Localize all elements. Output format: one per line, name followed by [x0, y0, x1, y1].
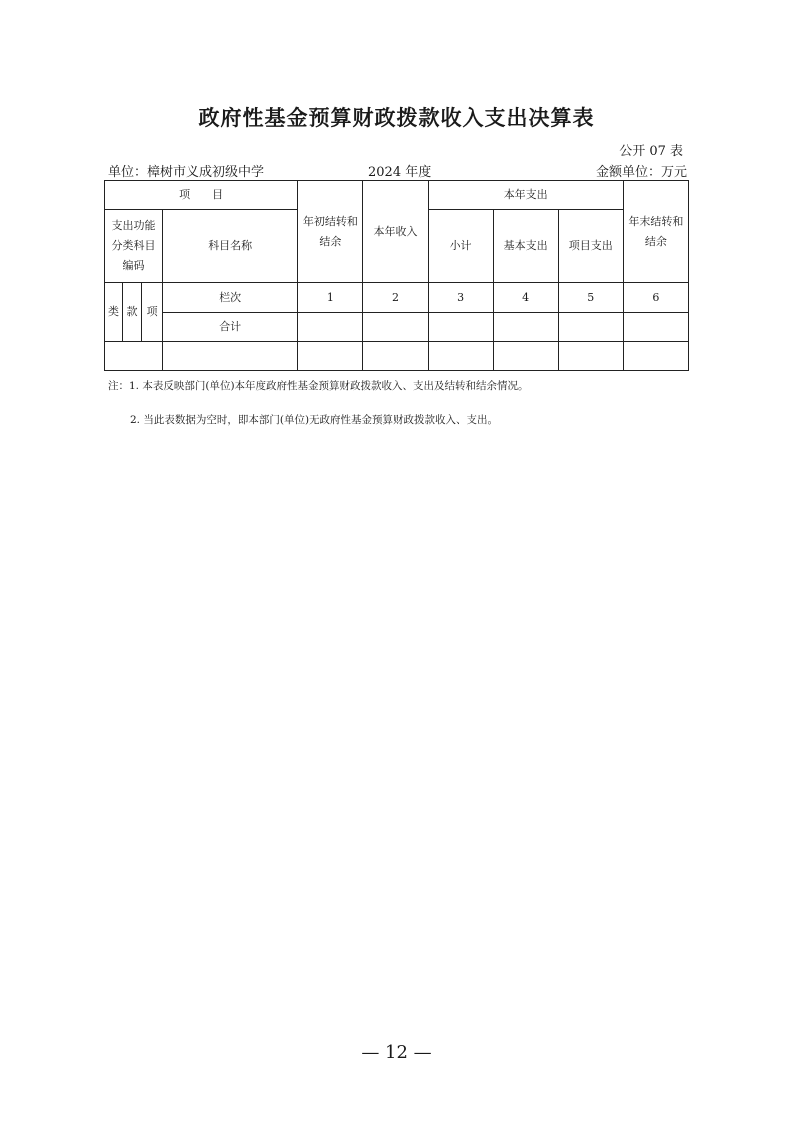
empty-row — [105, 342, 689, 371]
empty-cell — [493, 342, 558, 371]
column-number-label: 栏次 — [163, 283, 298, 313]
func-code-header: 支出功能分类科目编码 — [105, 210, 163, 283]
kuan-header: 款 — [123, 283, 142, 342]
column-number-3: 3 — [428, 283, 493, 313]
column-number-4: 4 — [493, 283, 558, 313]
begin-balance-header: 年初结转和结余 — [298, 181, 363, 283]
column-number-1: 1 — [298, 283, 363, 313]
total-cell — [623, 313, 688, 342]
note-1: 注：1. 本表反映部门(单位)本年度政府性基金预算财政拨款收入、支出及结转和结余情况。 — [108, 380, 529, 392]
total-cell — [428, 313, 493, 342]
empty-code-cell — [105, 342, 163, 371]
column-number-6: 6 — [623, 283, 688, 313]
meta-row — [108, 161, 687, 179]
column-number-5: 5 — [558, 283, 623, 313]
column-number-2: 2 — [363, 283, 428, 313]
empty-cell — [163, 342, 298, 371]
empty-cell — [558, 342, 623, 371]
total-row — [105, 313, 689, 342]
header-row-1 — [105, 181, 689, 210]
column-number-row — [105, 283, 689, 313]
reporting-unit: 单位：樟树市义成初级中学 — [108, 165, 265, 180]
document-title: 政府性基金预算财政拨款收入支出决算表 — [198, 106, 595, 130]
subject-name-header: 科目名称 — [163, 210, 298, 283]
basic-expense-header: 基本支出 — [493, 210, 558, 283]
empty-cell — [623, 342, 688, 371]
empty-cell — [298, 342, 363, 371]
subtotal-header: 小计 — [428, 210, 493, 283]
lei-header: 类 — [105, 283, 123, 342]
budget-table — [104, 180, 689, 371]
page-number: — 12 — — [361, 1042, 432, 1063]
total-label: 合计 — [163, 313, 298, 342]
expense-group-header: 本年支出 — [428, 181, 623, 210]
fiscal-year: 2024 年度 — [368, 165, 432, 180]
empty-cell — [428, 342, 493, 371]
end-balance-header: 年末结转和结余 — [623, 181, 688, 283]
project-header: 项 目 — [105, 181, 298, 210]
total-cell — [558, 313, 623, 342]
total-cell — [363, 313, 428, 342]
empty-cell — [363, 342, 428, 371]
form-code: 公开 07 表 — [619, 144, 683, 159]
amount-unit: 金额单位：万元 — [595, 165, 687, 180]
total-cell — [493, 313, 558, 342]
project-expense-header: 项目支出 — [558, 210, 623, 283]
income-header: 本年收入 — [363, 181, 428, 283]
total-cell — [298, 313, 363, 342]
note-2: 2. 当此表数据为空时，即本部门(单位)无政府性基金预算财政拨款收入、支出。 — [130, 414, 499, 426]
xiang-header: 项 — [142, 283, 163, 342]
